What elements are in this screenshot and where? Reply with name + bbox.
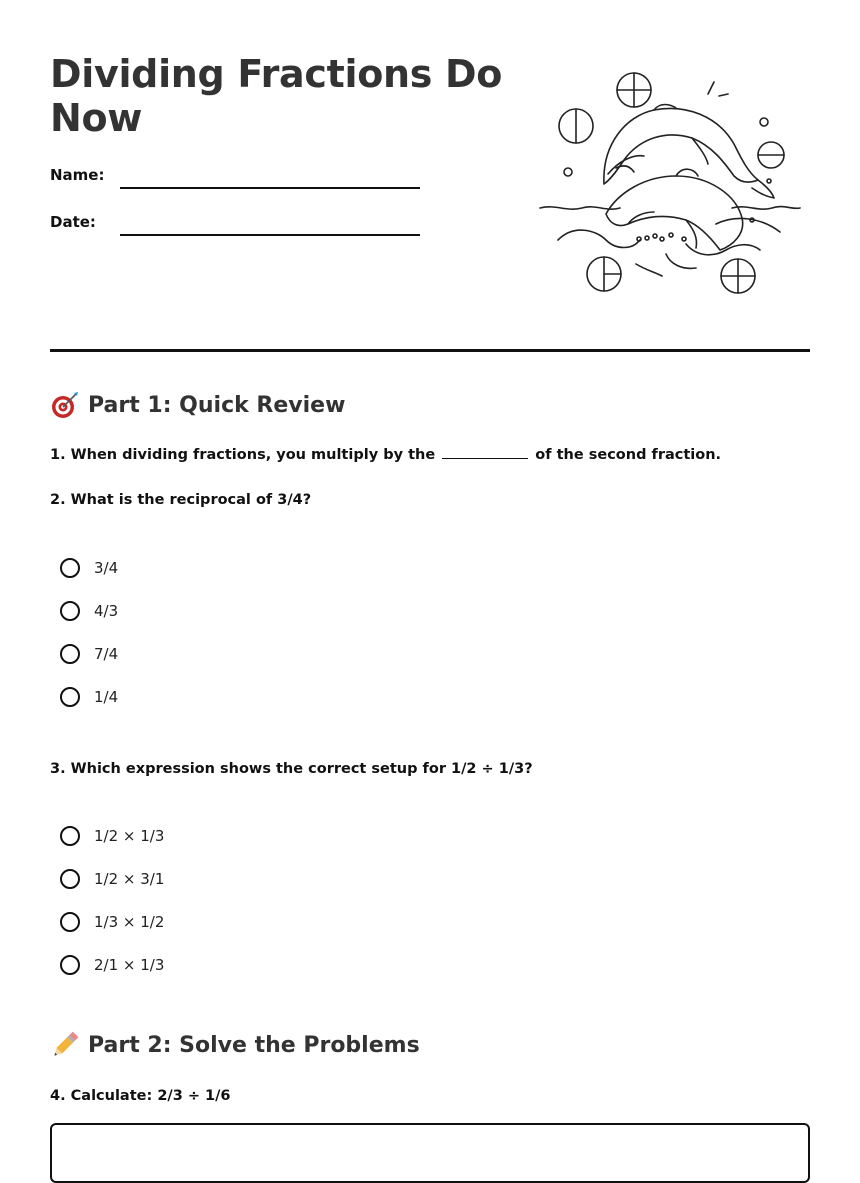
q2-option-4[interactable] [60, 687, 118, 707]
radio-button[interactable] [60, 644, 80, 664]
option-label: 1/4 [94, 688, 119, 706]
q2-option-2[interactable] [60, 601, 118, 621]
target-icon [50, 390, 80, 420]
question-1 [50, 446, 721, 463]
radio-button[interactable] [60, 869, 80, 889]
radio-button[interactable] [60, 558, 80, 578]
option-label: 1/3 × 1/2 [94, 913, 165, 931]
q2-option-3[interactable] [60, 644, 118, 664]
radio-button[interactable] [60, 912, 80, 932]
date-label: Date: [50, 213, 96, 231]
dolphins-fractions-illustration [536, 64, 802, 300]
radio-button[interactable] [60, 826, 80, 846]
question-1-text-before: 1. When dividing fractions, you multiply by the [50, 447, 436, 463]
option-label: 3/4 [94, 559, 119, 577]
option-label: 1/2 × 3/1 [94, 870, 165, 888]
q3-option-2[interactable] [60, 869, 164, 889]
option-label: 4/3 [94, 602, 119, 620]
pencil-icon [50, 1030, 80, 1060]
q3-option-3[interactable] [60, 912, 164, 932]
question-1-blank[interactable] [442, 446, 528, 459]
q2-option-1[interactable] [60, 558, 118, 578]
name-label: Name: [50, 166, 105, 184]
q3-option-4[interactable] [60, 955, 164, 975]
date-field[interactable] [120, 234, 420, 236]
radio-button[interactable] [60, 601, 80, 621]
question-2: 2. What is the reciprocal of 3/4? [50, 492, 312, 508]
name-field[interactable] [120, 187, 420, 189]
worksheet-title: Dividing Fractions Do Now [50, 52, 503, 140]
section-divider [50, 349, 810, 352]
part1-heading-text: Part 1: Quick Review [88, 392, 346, 418]
option-label: 2/1 × 1/3 [94, 956, 165, 974]
question-1-text-after: of the second fraction. [535, 447, 722, 463]
option-label: 1/2 × 1/3 [94, 827, 165, 845]
radio-button[interactable] [60, 687, 80, 707]
question-4: 4. Calculate: 2/3 ÷ 1/6 [50, 1088, 231, 1104]
part2-heading [50, 1030, 420, 1060]
question-3: 3. Which expression shows the correct setup for 1/2 ÷ 1/3? [50, 761, 533, 777]
option-label: 7/4 [94, 645, 119, 663]
q3-option-1[interactable] [60, 826, 164, 846]
question-4-answer-box[interactable] [50, 1123, 810, 1183]
part1-heading [50, 390, 345, 420]
radio-button[interactable] [60, 955, 80, 975]
part2-heading-text: Part 2: Solve the Problems [88, 1032, 420, 1058]
